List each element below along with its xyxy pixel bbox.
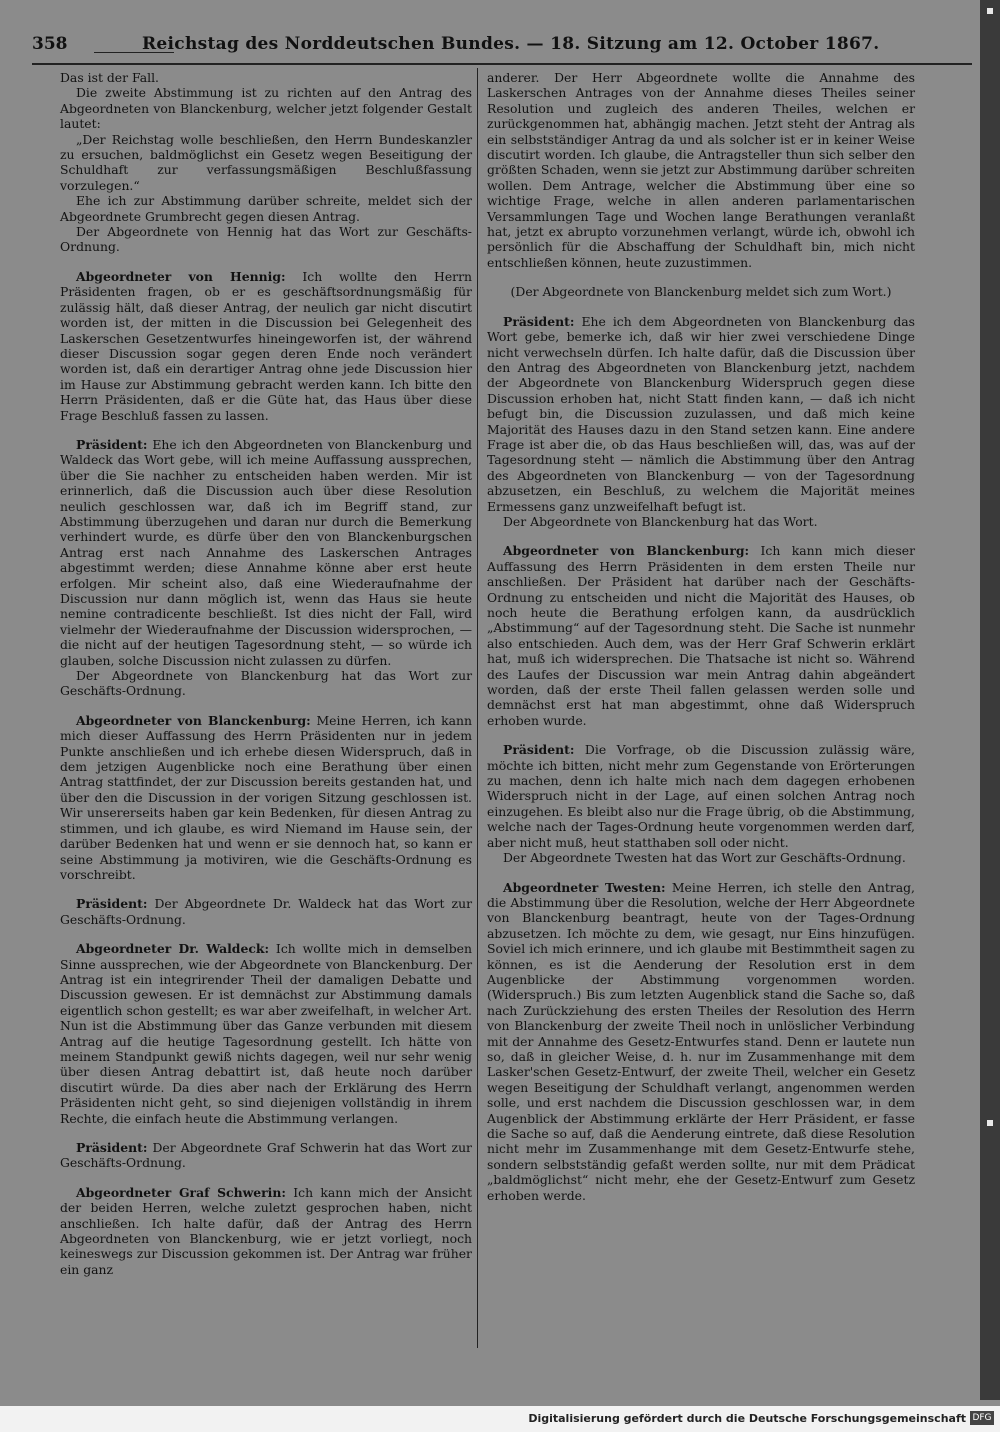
paragraph-text: Der Abgeordnete Twesten hat das Wort zur Geschäfts-Ordnung. <box>503 850 906 866</box>
column-divider <box>477 68 478 1348</box>
paragraph-text: Ich wollte den Herrn Präsidenten fragen, ob er es geschäftsordnungsmäßig für zulässig hält, daß dieser Antrag, der neulich gar nicht discutirt worden ist, der mitten in die Discussion bei Gelegenheit des Laskerschen Gesetzentwurfes hineingeworfen ist, der während dieser Discussion sogar gegen deren Ende noch verändert worden ist, daß ein derartiger Antrag ohne jede Discussion hier im Hause zur Abstimmung gebracht werden kann. Ich bitte den Herrn Präsidenten, daß er die Güte hat, das Haus über diese Frage Beschluß fassen zu lassen. <box>60 268 472 423</box>
paragraph <box>60 437 472 668</box>
paragraph <box>60 224 472 255</box>
page-number: 358 <box>32 34 68 54</box>
scan-edge-band <box>980 0 1000 1400</box>
speaker-label: Abgeordneter Dr. Waldeck: <box>76 941 270 957</box>
paragraph <box>60 668 472 699</box>
paragraph-text: Meine Herren, ich kann mich dieser Auffassung des Herrn Präsidenten nur in jedem Punkte anschließen und ich erhebe diesen Widerspruch, daß in dem jetzigen Augenblicke noch eine Berathung über einen Antrag stattfindet, der zur Discussion bereits gestanden hat, und über den die Discussion in der vorigen Sitzung geschlossen ist. Wir unsererseits haben gar kein Bedenken, für diesen Antrag zu stimmen, und ich glaube, es wird Niemand im Hause sein, der darüber Bedenken hat und wenn er sie dennoch hat, so kann er seine Abstimmung ja motiviren, wie die Geschäfts-Ordnung es vorschreibt. <box>60 712 472 882</box>
paragraph <box>487 70 915 270</box>
speaker-label: Abgeordneter Graf Schwerin: <box>76 1184 286 1200</box>
speaker-label: Präsident: <box>503 742 575 758</box>
scan-marker <box>987 8 993 14</box>
paragraph-text: Der Abgeordnete von Blanckenburg hat das Wort. <box>503 513 818 529</box>
speaker-label: Präsident: <box>76 1140 148 1155</box>
paragraph-text: Der Abgeordnete Graf Schwerin hat das Wort zur Geschäfts-Ordnung. <box>60 1140 472 1171</box>
paragraph-text: Ich wollte mich in demselben Sinne aussprechen, wie der Abgeordnete von Blanckenburg. Der Antrag ist ein integrirender Theil der damaligen Debatte und Discussion gewesen. Er ist demnächst zur Abstimmung damals eigentlich schon gestellt; es war aber zweifelhaft, in welcher Art. Nun ist die Abstimmung über das Ganze verbunden mit diesem Antrag auf die heutige Tagesordnung gestellt. Ich hätte von meinem Standpunkt gewiß nichts dagegen, weil nur sehr wenig über diesen Antrag debattirt ist, daß heute noch darüber discutirt würde. Da dies aber nach der Erklärung des Herrn Präsidenten nicht geht, so sind diejenigen vollständig in ihrem Rechte, die einfach heute die Abstimmung verlangen. <box>60 941 472 1126</box>
speaker-label: Abgeordneter von Blanckenburg: <box>76 712 311 728</box>
page-header <box>32 32 972 60</box>
scan-marker <box>987 1120 993 1126</box>
paragraph-text: Die zweite Abstimmung ist zu richten auf den Antrag des Abgeordneten von Blanckenburg, welcher jetzt folgender Gestalt lautet: <box>60 85 472 132</box>
paragraph <box>487 742 915 850</box>
footer-credit: Digitalisierung gefördert durch die Deutsche Forschungsgemeinschaft <box>528 1412 966 1425</box>
paragraph-text: Ehe ich dem Abgeordneten von Blanckenburg das Wort gebe, bemerke ich, daß wir hier zwei verschiedene Dinge nicht verwechseln dürfen. Ich halte dafür, daß die Discussion über den Antrag des Abgeordneten von Blanckenburg jetzt, nachdem der Abgeordnete von Blanckenburg Widerspruch gegen diese Discussion erhoben hat, nicht Statt finden kann, — daß ich nicht befugt bin, die Discussion zuzulassen, und daß mich keine Majorität des Hauses dazu in den Stand setzen kann. Eine andere Frage ist aber die, ob das Haus beschließen will, das, was auf der Tagesordnung steht — nämlich die Abstimmung über den Antrag des Abgeordneten von Blanckenburg — von der Tagesordnung abzusetzen, ein Beschluß, zu welchem die Majorität meines Ermessens ganz unzweifelhaft befugt ist. <box>487 313 915 514</box>
running-title: Reichstag des Norddeutschen Bundes. — 18. Sitzung am 12. October 1867. <box>142 34 880 54</box>
paragraph <box>487 543 915 728</box>
left-column <box>60 70 472 1277</box>
speaker-label: Abgeordneter von Hennig: <box>76 268 286 284</box>
paragraph-text: Das ist der Fall. <box>60 70 159 85</box>
paragraph-text: anderer. Der Herr Abgeordnete wollte die Annahme des Laskerschen Antrages von der Annahme dieses Theiles seiner Resolution und zugleich des anderen Theiles, welchen er zurückgenommen hat, abhängig machen. Jetzt steht der Antrag als ein selbstständiger Antrag da und als solcher ist er in keiner Weise discutirt worden. Ich glaube, die Antragsteller thun sich selber den größten Schaden, wenn sie jetzt zur Abstimmung darüber schreiten wollen. Dem Antrage, welcher die Abstimmung über eine so wichtige Frage, welche in allen anderen parlamentarischen Versammlungen Tage und Wochen lange Berathungen veranlaßt hat, jetzt ex abrupto vorzunehmen verlangt, würde ich, obwohl ich persönlich für die Abschaffung der Schuldhaft bin, mich nicht entschließen können, heute zuzustimmen. <box>487 70 915 270</box>
paragraph <box>487 850 915 865</box>
paragraph-text: Der Abgeordnete von Blanckenburg hat das Wort zur Geschäfts-Ordnung. <box>60 668 472 699</box>
paragraph-text: Ich kann mich der Ansicht der beiden Herren, welche zuletzt gesprochen haben, nicht anschließen. Ich halte dafür, daß der Antrag des Herrn Abgeordneten von Blanckenburg, wie er jetzt vorliegt, noch keineswegs zur Discussion gekommen ist. Der Antrag war früher ein ganz <box>60 1184 472 1277</box>
paragraph <box>60 70 472 85</box>
paragraph-text: (Der Abgeordnete von Blanckenburg meldet sich zum Wort.) <box>510 284 892 300</box>
paragraph <box>60 193 472 224</box>
speaker-label: Abgeordneter von Blanckenburg: <box>503 543 750 559</box>
paragraph <box>487 314 915 514</box>
dfg-logo: DFG <box>970 1411 994 1425</box>
speaker-label: Präsident: <box>503 313 575 329</box>
paragraph-text: Ehe ich zur Abstimmung darüber schreite, meldet sich der Abgeordnete Grumbrecht gegen diesen Antrag. <box>60 193 472 224</box>
paragraph <box>60 713 472 882</box>
paragraph-text: Ehe ich den Abgeordneten von Blanckenburg und Waldeck das Wort gebe, will ich meine Auffassung aussprechen, über die Sie nachher zu entscheiden haben werden. Mir ist erinnerlich, daß die Discussion auch über diese Resolution neulich geschlossen war, daß ich im Begriff stand, zur Abstimmung überzugehen und daran nur durch die Bemerkung verhindert wurde, es dürfe über den von Blanckenburgschen Antrag erst nach Annahme des Laskerschen Antrages abgestimmt werden; diese Annahme könne aber erst heute erfolgen. Mir scheint also, daß eine Wiederaufnahme der Discussion nur dann möglich ist, wenn das Haus sie heute nemine contradicente beschließt. Ist dies nicht der Fall, wird vielmehr der Wiederaufnahme der Discussion widersprochen, — die nicht auf der heutigen Tagesordnung steht, — so würde ich glauben, solche Discussion nicht zulassen zu dürfen. <box>60 436 472 668</box>
paragraph <box>60 1140 472 1171</box>
paragraph <box>60 941 472 1126</box>
paragraph-text: Ich kann mich dieser Auffassung des Herrn Präsidenten in dem ersten Theile nur anschließen. Der Präsident hat darüber nach der Geschäfts-Ordnung zu entscheiden und nicht die Majorität des Hauses, ob noch heute die Berathung erfolgen kann, da ausdrücklich „Abstimmung“ auf der Tagesordnung steht. Die Sache ist nunmehr also entschieden. Auch dem, was der Herr Graf Schwerin erklärt hat, muß ich widersprechen. Die Thatsache ist nicht so. Während des Laufes der Discussion war mein Antrag dahin abgeändert worden, daß der erste Theil fallen gelassen werden solle und demnächst erst hat man abgestimmt, ohne daß Widerspruch erhoben wurde. <box>487 543 915 728</box>
footer-bar <box>0 1406 1000 1432</box>
paragraph <box>60 132 472 194</box>
paragraph-text: „Der Reichstag wolle beschließen, den Herrn Bundeskanzler zu ersuchen, baldmöglichst ein Gesetz wegen Beseitigung der Schuldhaft zur verfassungsmäßigen Beschlußfassung vorzulegen.“ <box>60 131 472 193</box>
paragraph-text: Der Abgeordnete von Hennig hat das Wort zur Geschäfts-Ordnung. <box>60 224 472 255</box>
speaker-label: Präsident: <box>76 896 148 912</box>
paragraph <box>60 1185 472 1277</box>
header-divider <box>32 63 972 65</box>
paragraph <box>60 269 472 423</box>
paragraph <box>60 896 472 927</box>
paragraph-text: Meine Herren, ich stelle den Antrag, die Abstimmung über die Resolution, welche der Herr Abgeordnete von Blanckenburg beantragt, heute von der Tages-Ordnung abzusetzen. Ich möchte zu dem, wie gesagt, nur Eins hinzufügen. Soviel ich mich erinnere, und ich glaube mit Bestimmtheit sagen zu können, es ist die Aenderung der Resolution erst in dem Augenblicke der Abstimmung vorgenommen worden. (Widerspruch.) Bis zum letzten Augenblick stand die Sache so, daß nach Zurückziehung des ersten Theiles der Resolution des Herrn von Blanckenburg der zweite Theil noch in unlöslicher Verbindung mit der Annahme des Gesetz-Entwurfes stand. Denn er lautete nun so, daß in gleicher Weise, d. h. nur im Zusammenhange mit dem Lasker'schen Gesetz-Entwurf, der zweite Theil, welcher ein Gesetz wegen Beseitigung der Schuldhaft verlangt, angenommen werden solle, und erst nachdem die Discussion geschlossen war, in dem Augenblick der Abstimmung erklärte der Herr Präsident, er fasse die Sache so auf, daß die Aenderung eintrete, daß diese Resolution nicht mehr im Zusammenhange mit dem Gesetz-Entwurfe stehe, sondern selbstständig gefaßt werden sollte, nur mit dem Prädicat „baldmöglichst“ nicht mehr, ehe der Gesetz-Entwurf zum Gesetz erhoben werde. <box>487 879 915 1203</box>
paragraph <box>487 514 915 529</box>
right-column <box>487 70 915 1203</box>
paragraph <box>487 880 915 1204</box>
paragraph-text: Der Abgeordnete Dr. Waldeck hat das Wort zur Geschäfts-Ordnung. <box>60 896 472 927</box>
speaker-label: Abgeordneter Twesten: <box>503 879 666 895</box>
paragraph <box>60 85 472 131</box>
paragraph <box>487 284 915 299</box>
speaker-label: Präsident: <box>76 436 148 452</box>
paragraph-text: Die Vorfrage, ob die Discussion zulässig wäre, möchte ich bitten, nicht mehr zum Gegenstande von Erörterungen zu machen, denn ich halte mich nach dem dagegen erhobenen Widerspruch nicht in der Lage, auf einen solchen Antrag noch einzugehen. Es bleibt also nur die Frage übrig, ob die Abstimmung, welche nach der Tages-Ordnung heute vorgenommen werden darf, aber nicht muß, heut statthaben soll oder nicht. <box>487 742 915 850</box>
